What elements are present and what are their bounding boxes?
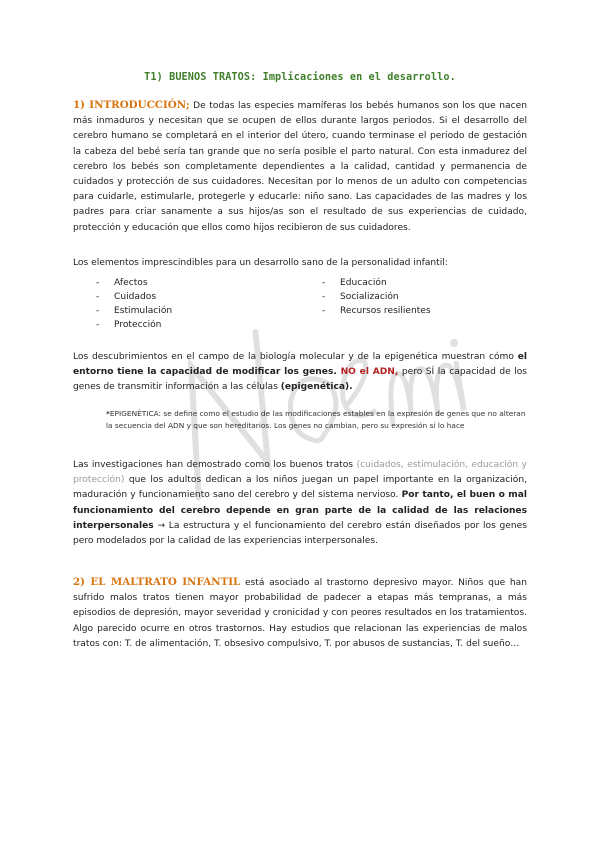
introduction-paragraph bbox=[73, 98, 527, 236]
list-item: - Socialización bbox=[322, 290, 431, 304]
epigenetics-paragraph bbox=[73, 350, 527, 396]
elements-list-right bbox=[322, 276, 431, 318]
list-item: - Cuidados bbox=[96, 290, 172, 304]
list-item: - Recursos resilientes bbox=[322, 304, 431, 318]
emphasis-text: el entorno tiene la capacidad de modificar los genes. bbox=[73, 352, 527, 378]
maltrato-heading: 2) EL MALTRATO INFANTIL bbox=[73, 576, 241, 588]
introduction-text: De todas las especies mamíferas los bebés humanos son los que nacen más inmaduros y necesitan que se ocupen de ellos durante largos periodos. Si el desarrollo del cerebro humano se completará en el interior del útero, cuando terminase el periodo de gestación la cabeza del bebé sería tan grande que no sería posible el parto natural. Con esta inmadurez del cerebro los bebés son completamente dependientes a la calidad, cantidad y permanencia de cuidados y protección de sus cuidadores. Necesitan por lo menos de un adulto con competencias para cuidarle, estimularle, protegerle y educarle: niño sano. Las capacidades de las madres y los padres para criar sanamente a sus hijos/as son el resultado de sus experiencias de cuidado, protección y educación que ellos como hijos recibieron de sus cuidadores. bbox=[73, 101, 527, 233]
emphasis-text: Por tanto, el buen o mal funcionamiento del cerebro depende en gran parte de la calidad de las relaciones interpersonales bbox=[73, 490, 527, 531]
maltrato-paragraph bbox=[73, 575, 527, 652]
list-item: - Afectos bbox=[96, 276, 172, 290]
document-title: T1) BUENOS TRATOS: Implicaciones en el desarrollo. bbox=[144, 72, 456, 83]
emphasis-text: (epigenética). bbox=[280, 382, 353, 393]
text-span: que los adultos dedican a los niños juegan un papel importante en la organización, maduración y funcionamiento sano del cerebro y del sistema nervioso. bbox=[73, 475, 527, 501]
muted-text: (cuidados, estimulación, educación y protección) bbox=[73, 460, 527, 486]
arrow-icon: → bbox=[153, 520, 169, 531]
list-item: - Estimulación bbox=[96, 304, 172, 318]
text-span: La estructura y el funcionamiento del cerebro están diseñados por los genes pero modelados por la calidad de las experiencias interpersonales. bbox=[73, 520, 527, 547]
research-paragraph bbox=[73, 458, 527, 549]
introduction-heading: 1) INTRODUCCIÓN; bbox=[73, 99, 190, 111]
list-item: - Protección bbox=[96, 318, 172, 332]
elements-intro: Los elementos imprescindibles para un desarrollo sano de la personalidad infantil: bbox=[73, 258, 448, 268]
elements-list-left bbox=[96, 276, 172, 332]
note-text: EPIGENÉTICA: se define como el estudio de las modificaciones estables en la expresión de genes que no alteran la secuencia del ADN y que son hereditarios. Los genes no cambian, pero su expresión sí lo hace bbox=[106, 409, 526, 430]
list-item: - Educación bbox=[322, 276, 431, 290]
epigenetics-note bbox=[106, 408, 526, 431]
maltrato-text: está asociado al trastorno depresivo mayor. Niños que han sufrido malos tratos tienen mayor probabilidad de padecer a etapas más tempranas, a más episodios de depresión, mayor severidad y cronicidad y con peores resultados en los tratamientos. Algo parecido ocurre en otros trastornos. Hay estudios que relacionan las experiencias de malos tratos con: T. de alimentación, T. obsesivo compulsivo, T. por abusos de sustancias, T. del sueño… bbox=[73, 578, 527, 649]
text-span: Las investigaciones han demostrado como los buenos tratos bbox=[73, 460, 357, 470]
highlight-red-text: NO el ADN, bbox=[336, 367, 399, 378]
text-span: pero SÍ la capacidad de los genes de transmitir información a las células bbox=[73, 367, 527, 393]
note-star: * bbox=[106, 409, 110, 418]
text-span: Los descubrimientos en el campo de la biología molecular y de la epigenética muestran cómo bbox=[73, 352, 518, 362]
